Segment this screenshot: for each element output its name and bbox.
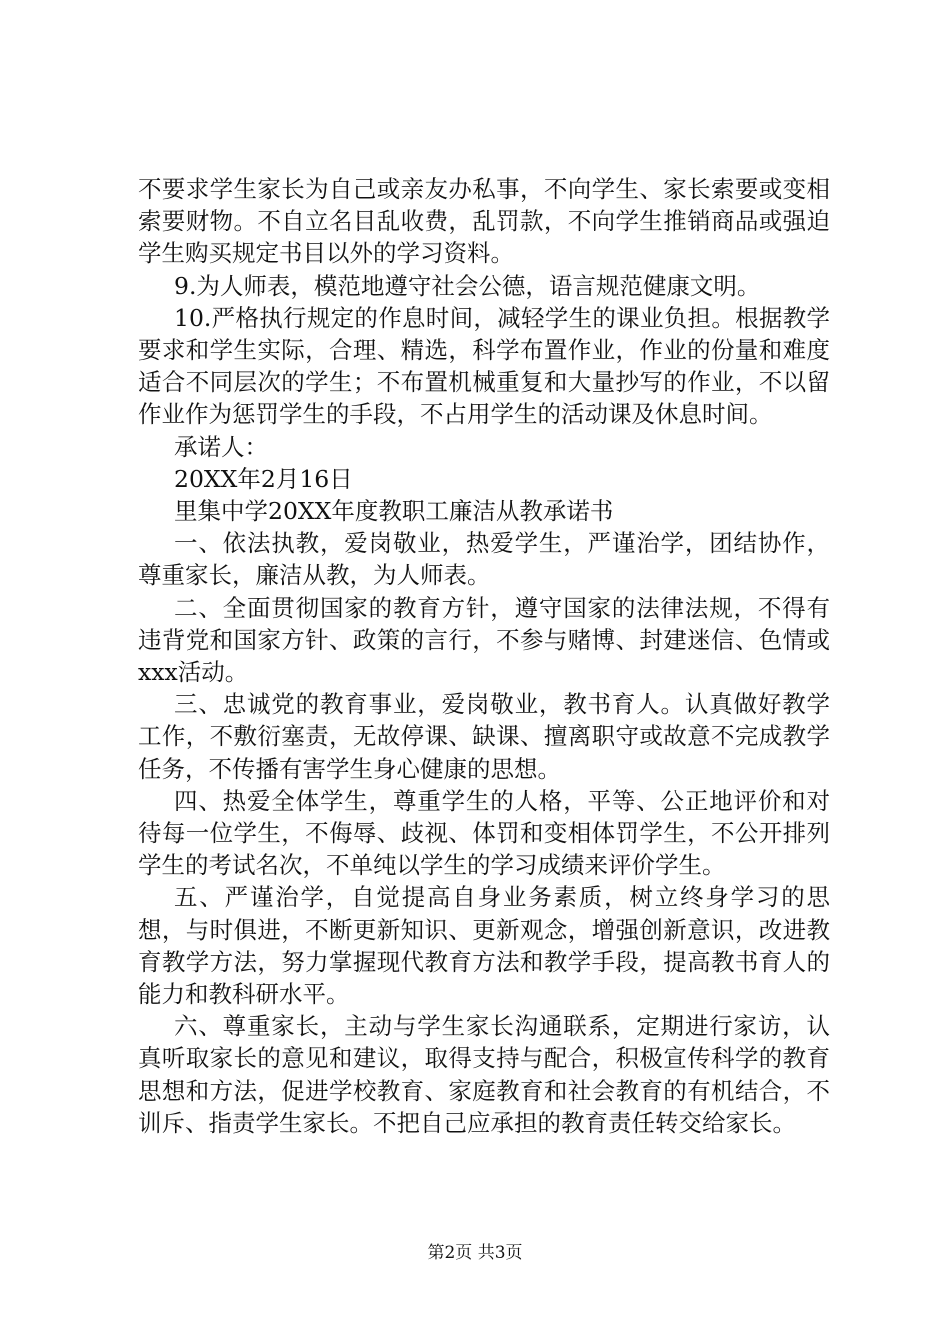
page-footer <box>0 1242 950 1264</box>
paragraph-item-10: 10.严格执行规定的作息时间，减轻学生的课业负担。根据教学要求和学生实际，合理、精选，科学布置作业，作业的份量和难度适合不同层次的学生；不布置机械重复和大量抄写的作业，不以留作业作为惩罚学生的手段，不占用学生的活动课及休息时间。 <box>138 303 830 429</box>
paragraph-clause-6: 六、尊重家长，主动与学生家长沟通联系，定期进行家访，认真听取家长的意见和建议，取得支持与配合，积极宣传科学的教育思想和方法，促进学校教育、家庭教育和社会教育的有机结合，不训斥、指责学生家长。不把自己应承担的教育责任转交给家长。 <box>138 1012 830 1137</box>
section-title: 里集中学20XX年度教职工廉洁从教承诺书 <box>174 497 614 526</box>
paragraph-item-9: 9.为人师表，模范地遵守社会公德，语言规范健康文明。 <box>174 271 761 300</box>
paragraph-clause-2: 二、全面贯彻国家的教育方针，遵守国家的法律法规，不得有违背党和国家方针、政策的言行，不参与赌博、封建迷信、色情或xxx活动。 <box>138 593 830 687</box>
paragraph-clause-3: 三、忠诚党的教育事业，爱岗敬业，教书育人。认真做好教学工作，不敷衍塞责，无故停课、缺课、擅离职守或故意不完成教学任务，不传播有害学生身心健康的思想。 <box>138 690 830 783</box>
paragraph-continuation: 不要求学生家长为自己或亲友办私事，不向学生、家长索要或变相索要财物。不自立名目乱收费，乱罚款，不向学生推销商品或强迫学生购买规定书目以外的学习资料。 <box>138 175 830 268</box>
signature-date: 20XX年2月16日 <box>174 464 353 493</box>
document-body <box>138 173 830 1139</box>
paragraph-clause-1: 一、依法执教，爱岗敬业，热爱学生，严谨治学，团结协作，尊重家长，廉洁从教，为人师表。 <box>138 529 830 590</box>
paragraph-clause-4: 四、热爱全体学生，尊重学生的人格，平等、公正地评价和对待每一位学生，不侮辱、歧视、体罚和变相体罚学生，不公开排列学生的考试名次，不单纯以学生的学习成绩来评价学生。 <box>138 786 830 880</box>
paragraph-clause-5: 五、严谨治学，自觉提高自身业务素质，树立终身学习的思想，与时俱进，不断更新知识、更新观念，增强创新意识，改进教育教学方法，努力掌握现代教育方法和教学手段，提高教书育人的能力和教科研水平。 <box>138 883 830 1009</box>
signature-label: 承诺人： <box>174 432 268 461</box>
page-number: 第2页 共3页 <box>427 1243 523 1263</box>
